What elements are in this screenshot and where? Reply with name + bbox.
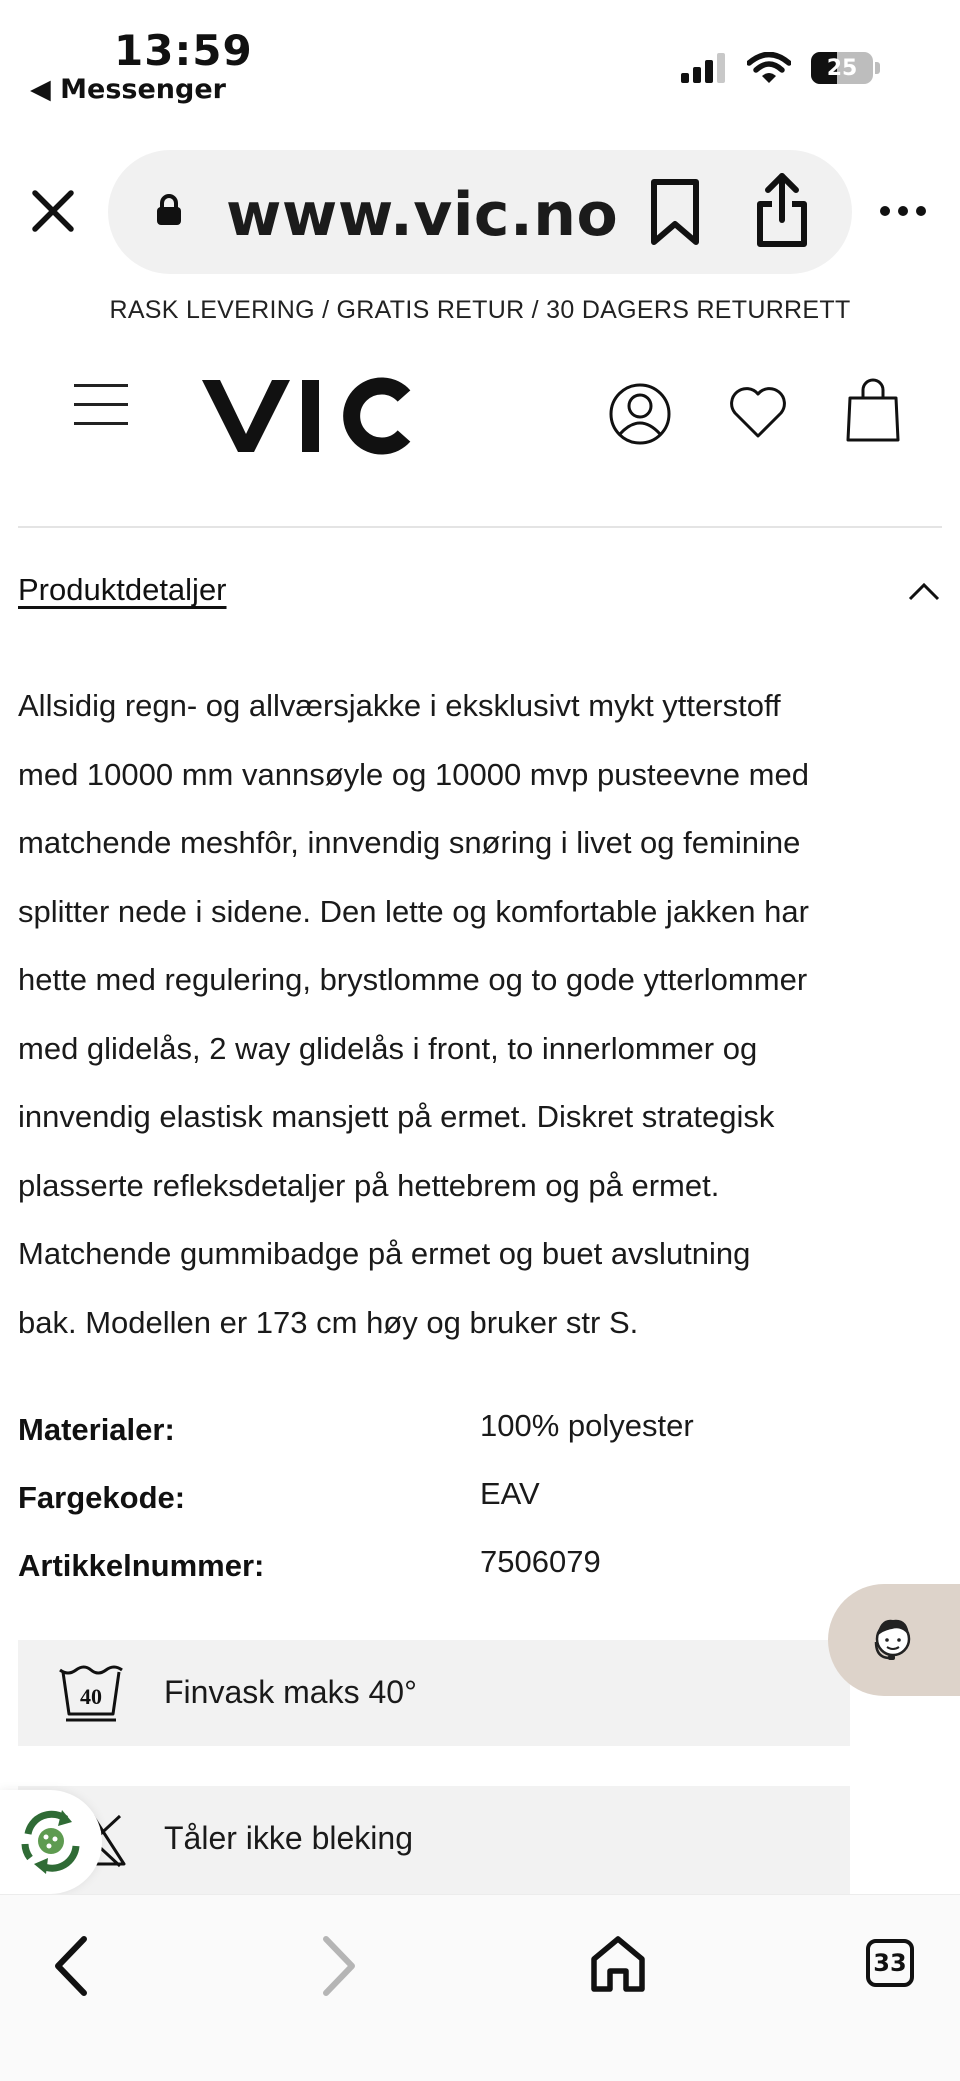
browser-bottom-toolbar — [0, 1894, 960, 2081]
spec-value: 100% polyester — [480, 1408, 694, 1443]
browser-bar — [0, 148, 960, 276]
spec-value: 7506079 — [480, 1544, 601, 1579]
back-arrow-icon[interactable] — [50, 1935, 90, 1997]
spec-value: EAV — [480, 1476, 540, 1511]
spec-label: Materialer: — [18, 1412, 175, 1447]
care-text: Tåler ikke bleking — [164, 1820, 413, 1856]
recycle-icon — [16, 1806, 86, 1876]
site-header — [0, 360, 960, 470]
description-line: Allsidig regn- og allværsjakke i eksklusivt mykt ytterstoff — [18, 688, 781, 723]
product-details-title[interactable]: Produktdetaljer — [18, 572, 227, 607]
customer-service-agent-icon — [868, 1612, 918, 1668]
wishlist-heart-icon[interactable] — [728, 386, 788, 440]
wash-40-icon — [58, 1664, 124, 1722]
description-line: plasserte refleksdetaljer på hettebrem og på ermet. — [18, 1167, 720, 1203]
status-time: 13:59 — [114, 26, 253, 75]
description-line: Matchende gummibadge på ermet og buet avslutning — [18, 1236, 751, 1271]
description-line: splitter nede i sidene. Den lette og komfortable jakken har — [18, 893, 809, 929]
url-bar[interactable] — [108, 150, 852, 274]
share-icon[interactable] — [752, 170, 812, 250]
tabs-count-button[interactable]: 33 — [866, 1939, 914, 1987]
battery-icon — [811, 52, 873, 84]
status-bar — [0, 0, 960, 130]
care-text: Finvask maks 40° — [164, 1674, 417, 1710]
close-icon[interactable] — [30, 188, 76, 234]
lock-icon — [156, 194, 182, 226]
shopping-bag-icon[interactable] — [846, 378, 900, 442]
back-to-messenger-link[interactable]: ◀ Messenger — [30, 74, 226, 105]
cellular-signal-icon — [681, 53, 727, 83]
battery-indicator — [811, 52, 880, 84]
menu-icon[interactable] — [74, 382, 128, 426]
url-text[interactable]: www.vic.no — [226, 180, 619, 250]
more-options-icon[interactable] — [880, 206, 926, 216]
description-line: med glidelås, 2 way glidelås i front, to innerlommer og — [18, 1030, 758, 1066]
promo-banner: RASK LEVERING / GRATIS RETUR / 30 DAGERS RETURRETT — [109, 296, 851, 324]
description-line: bak. Modellen er 173 cm høy og bruker str S. — [18, 1304, 639, 1340]
bookmark-icon[interactable] — [648, 178, 702, 246]
account-icon[interactable] — [608, 382, 672, 446]
product-specs — [18, 1396, 918, 1600]
wash-temp: 40 — [80, 1684, 102, 1709]
status-icons — [681, 52, 880, 84]
spec-row-article-number — [18, 1532, 918, 1600]
product-details-accordion[interactable] — [18, 560, 942, 624]
eco-badge[interactable] — [0, 1790, 102, 1894]
care-instruction-wash — [18, 1640, 850, 1746]
home-icon[interactable] — [588, 1933, 648, 1993]
care-instruction-bleach — [18, 1786, 850, 1894]
description-line: med 10000 mm vannsøyle og 10000 mvp pusteevne med — [18, 756, 809, 792]
section-divider — [18, 526, 942, 528]
description-line: innvendig elastisk mansjett på ermet. Diskret strategisk — [18, 1099, 775, 1134]
spec-label: Artikkelnummer: — [18, 1548, 265, 1583]
product-description — [18, 672, 948, 1357]
description-line: matchende meshfôr, innvendig snøring i livet og feminine — [18, 825, 801, 860]
spec-label: Fargekode: — [18, 1480, 186, 1515]
battery-level: 25 — [826, 55, 858, 81]
forward-arrow-icon[interactable] — [320, 1935, 360, 1997]
spec-row-color-code — [18, 1464, 918, 1532]
spec-row-materials — [18, 1396, 918, 1464]
wifi-icon — [747, 52, 791, 84]
vic-logo[interactable] — [198, 368, 414, 458]
description-line: hette med regulering, brystlomme og to gode ytterlommer — [18, 962, 808, 997]
chevron-up-icon[interactable] — [908, 580, 940, 602]
customer-service-chat-button[interactable] — [828, 1584, 960, 1696]
